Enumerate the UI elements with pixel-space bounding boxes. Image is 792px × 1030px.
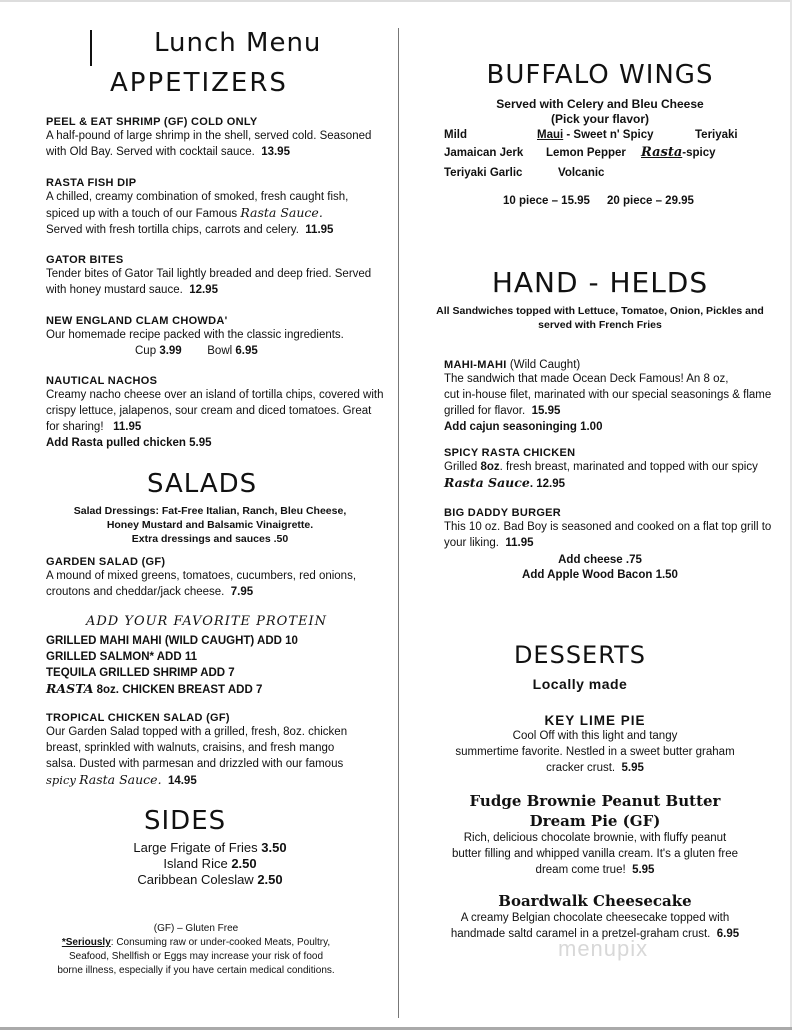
warning-text: Seafood, Shellfish or Eggs may increase your risk of food: [68, 951, 324, 962]
appetizer-item: [46, 375, 386, 451]
item-price: . 12.95: [529, 478, 565, 490]
item-price: 7.95: [230, 586, 254, 598]
appetizer-item: [46, 315, 386, 359]
column-divider: [398, 28, 399, 1018]
item-name: SPICY RASTA CHICKEN: [444, 447, 576, 459]
dressings-line: Extra dressings and sauces .50: [131, 533, 289, 545]
handhelds-note-line: All Sandwiches topped with Lettuce, Tomatoe, Onion, Pickles and: [436, 305, 764, 317]
sides-list: [40, 840, 380, 888]
side-price: 2.50: [231, 856, 257, 871]
item-name: RASTA FISH DIP: [46, 177, 137, 189]
item-desc: A mound of mixed greens, tomatoes, cucumbers, red onions,: [46, 570, 357, 582]
item-desc: grilled for flavor.: [444, 405, 526, 417]
item-price: 11.95: [113, 421, 142, 433]
title-bar: [90, 30, 92, 66]
item-price: 5.95: [621, 762, 644, 774]
item-desc: . fresh breast, marinated and topped with our spicy: [499, 461, 758, 473]
wings-sub: [410, 97, 790, 127]
wings-sub-line: (Pick your flavor): [550, 112, 650, 126]
side-name: Large Frigate of Fries: [133, 840, 258, 855]
protein-heading: ADD YOUR FAVORITE PROTEIN: [86, 614, 328, 629]
side-item: [40, 872, 380, 888]
salad-item: [46, 712, 386, 789]
wings-price-10: 10 piece – 15.95: [503, 195, 590, 207]
item-name: KEY LIME PIE: [544, 713, 646, 728]
item-desc: spiced up with a touch of our Famous: [46, 208, 238, 220]
sides-heading: SIDES: [144, 806, 227, 836]
handheld-item: [444, 447, 789, 492]
item-desc: your liking.: [444, 537, 499, 549]
item-addon: Add Apple Wood Bacon 1.50: [522, 569, 678, 581]
item-desc: cut in-house filet, marinated with our special seasonings & flame: [444, 389, 772, 401]
bowl-price: 6.95: [235, 345, 258, 357]
side-price: 3.50: [261, 840, 287, 855]
salads-heading: SALADS: [147, 469, 258, 499]
item-desc: Our Garden Salad topped with a grilled, fresh, 8oz. chicken: [46, 726, 348, 738]
item-price: 5.95: [632, 864, 655, 876]
appetizer-item: [46, 177, 386, 238]
appetizer-item: [46, 254, 386, 298]
item-desc: The sandwich that made Ocean Deck Famous! An 8 oz,: [444, 373, 729, 385]
appetizer-item: [46, 116, 386, 160]
item-price: 12.95: [189, 284, 218, 296]
item-name: NAUTICAL NACHOS: [46, 375, 158, 387]
rasta-sauce-text: Rasta Sauce: [444, 475, 530, 490]
item-addon: Add Rasta pulled chicken 5.95: [46, 437, 212, 449]
item-desc: with Old Bay. Served with cocktail sauce.: [46, 146, 255, 158]
spicy-text: spicy: [46, 773, 76, 787]
protein-item: TEQUILA GRILLED SHRIMP ADD 7: [46, 667, 235, 679]
handheld-item: [444, 357, 789, 435]
item-desc: A chilled, creamy combination of smoked, fresh caught fish,: [46, 191, 349, 203]
flavor-rasta-desc: -spicy: [682, 147, 716, 159]
warning-text: : Consuming raw or under-cooked Meats, Poultry,: [110, 937, 331, 948]
item-desc: salsa. Dusted with parmesan and drizzled with our famous: [46, 758, 344, 770]
flavor-lemon: Lemon Pepper: [546, 147, 626, 159]
item-name: NEW ENGLAND CLAM CHOWDA': [46, 315, 228, 327]
item-desc: Creamy nacho cheese over an island of tortilla chips, covered with: [46, 389, 384, 401]
item-desc: cracker crust.: [546, 762, 616, 774]
protein-list: [46, 633, 386, 698]
gf-note: (GF) – Gluten Free: [153, 923, 239, 934]
salad-dressings: [40, 504, 380, 546]
item-addon: Add cajun seasoninging 1.00: [444, 421, 603, 433]
item-name: GATOR BITES: [46, 254, 124, 266]
item-desc: Tender bites of Gator Tail lightly breaded and deep fried. Served: [46, 268, 372, 280]
item-desc: crispy lettuce, jalapenos, sour cream and diced tomatoes. Great: [46, 405, 372, 417]
flavor-teriyaki: Teriyaki: [695, 129, 738, 141]
item-tag: (Wild Caught): [509, 359, 581, 371]
dessert-item: [410, 713, 780, 776]
item-desc: A half-pound of large shrimp in the shell, served cold. Seasoned: [46, 130, 372, 142]
side-price: 2.50: [257, 872, 283, 887]
dessert-item: [410, 892, 780, 942]
dressings-line: Honey Mustard and Balsamic Vinaigrette.: [106, 519, 314, 531]
item-name: TROPICAL CHICKEN SALAD (GF): [46, 712, 230, 724]
item-price: 11.95: [305, 224, 334, 236]
dressings-line: Salad Dressings: Fat-Free Italian, Ranch, Bleu Cheese,: [73, 505, 347, 517]
page-border-top: [0, 0, 792, 2]
burger-addons: [410, 553, 790, 583]
item-desc: breast, sprinkled with walnuts, craisins, and fresh mango: [46, 742, 335, 754]
item-price: 6.95: [716, 928, 740, 940]
item-desc: croutons and cheddar/jack cheese.: [46, 586, 225, 598]
rasta-sauce-text: Rasta Sauce.: [79, 772, 162, 787]
protein-item: 8oz. CHICKEN BREAST ADD 7: [96, 684, 263, 696]
item-addon: Add cheese .75: [558, 554, 642, 566]
item-name: Fudge Brownie Peanut Butter: [469, 792, 721, 810]
item-name: Boardwalk Cheesecake: [498, 892, 692, 910]
item-name: MAHI-MAHI: [444, 359, 507, 371]
page-title: Lunch Menu: [154, 28, 322, 58]
side-name: Caribbean Coleslaw: [137, 872, 254, 887]
flavor-jerk: Jamaican Jerk: [444, 147, 524, 159]
rasta-text: RASTA: [46, 681, 94, 696]
handhelds-heading: HAND - HELDS: [491, 266, 709, 299]
warning-text: borne illness, especially if you have certain medical conditions.: [57, 965, 335, 976]
desserts-sub: Locally made: [532, 676, 628, 692]
flavor-volcanic: Volcanic: [558, 167, 605, 179]
flavor-rasta: Rasta: [641, 145, 683, 160]
side-item: [40, 856, 380, 872]
item-name: BIG DADDY BURGER: [444, 507, 562, 519]
item-desc: for sharing!: [46, 421, 104, 433]
item-price: 11.95: [505, 537, 534, 549]
protein-item: GRILLED SALMON* ADD 11: [46, 651, 198, 663]
item-desc-bold: 8oz: [480, 461, 500, 473]
wings-sub-line: Served with Celery and Bleu Cheese: [496, 97, 704, 111]
flavor-mild: Mild: [444, 129, 467, 141]
side-name: Island Rice: [163, 856, 228, 871]
item-price: 14.95: [167, 775, 197, 787]
cup-label: Cup: [135, 345, 157, 357]
flavor-garlic: Teriyaki Garlic: [444, 167, 523, 179]
item-price: 13.95: [261, 146, 290, 158]
item-desc: Rich, delicious chocolate brownie, with fluffy peanut: [463, 832, 727, 844]
side-item: [40, 840, 380, 856]
item-desc: handmade saltd caramel in a pretzel-graham crust.: [450, 928, 711, 940]
item-desc: Our homemade recipe packed with the classic ingredients.: [46, 329, 344, 341]
dessert-item: [410, 792, 780, 878]
item-desc: This 10 oz. Bad Boy is seasoned and cooked on a flat top grill to: [444, 521, 772, 533]
item-desc: Grilled: [444, 461, 478, 473]
item-desc: Cool Off with this light and tangy: [512, 730, 678, 742]
item-desc: dream come true!: [535, 864, 626, 876]
wings-heading: BUFFALO WINGS: [486, 60, 714, 90]
item-desc: Served with fresh tortilla chips, carrots and celery.: [46, 224, 299, 236]
salad-item: [46, 556, 386, 600]
item-desc: A creamy Belgian chocolate cheesecake topped with: [460, 912, 730, 924]
flavor-maui: Maui: [537, 129, 564, 141]
rasta-sauce-text: Rasta Sauce.: [240, 205, 323, 220]
appetizers-heading: APPETIZERS: [110, 68, 288, 98]
bowl-label: Bowl: [207, 345, 233, 357]
wings-price-20: 20 piece – 29.95: [607, 195, 694, 207]
item-price: 15.95: [531, 405, 561, 417]
item-name: Dream Pie (GF): [529, 812, 661, 830]
item-desc: butter filling and whipped vanilla cream. It's a gluten free: [451, 848, 739, 860]
item-desc: with honey mustard sauce.: [46, 284, 183, 296]
item-name: GARDEN SALAD (GF): [46, 556, 166, 568]
flavor-maui-desc: - Sweet n' Spicy: [563, 129, 654, 141]
handhelds-note-line: served with French Fries: [538, 319, 662, 331]
watermark: menupix: [558, 936, 649, 961]
item-desc: summertime favorite. Nestled in a sweet butter graham: [455, 746, 735, 758]
item-name: PEEL & EAT SHRIMP (GF) COLD ONLY: [46, 116, 258, 128]
footer-notes: [16, 922, 376, 978]
handheld-item: [444, 507, 789, 551]
protein-item: GRILLED MAHI MAHI (WILD CAUGHT) ADD 10: [46, 635, 298, 647]
cup-price: 3.99: [159, 345, 182, 357]
seriously-label: *Seriously: [61, 937, 111, 948]
desserts-heading: DESSERTS: [513, 641, 647, 669]
handhelds-note: [410, 304, 790, 332]
